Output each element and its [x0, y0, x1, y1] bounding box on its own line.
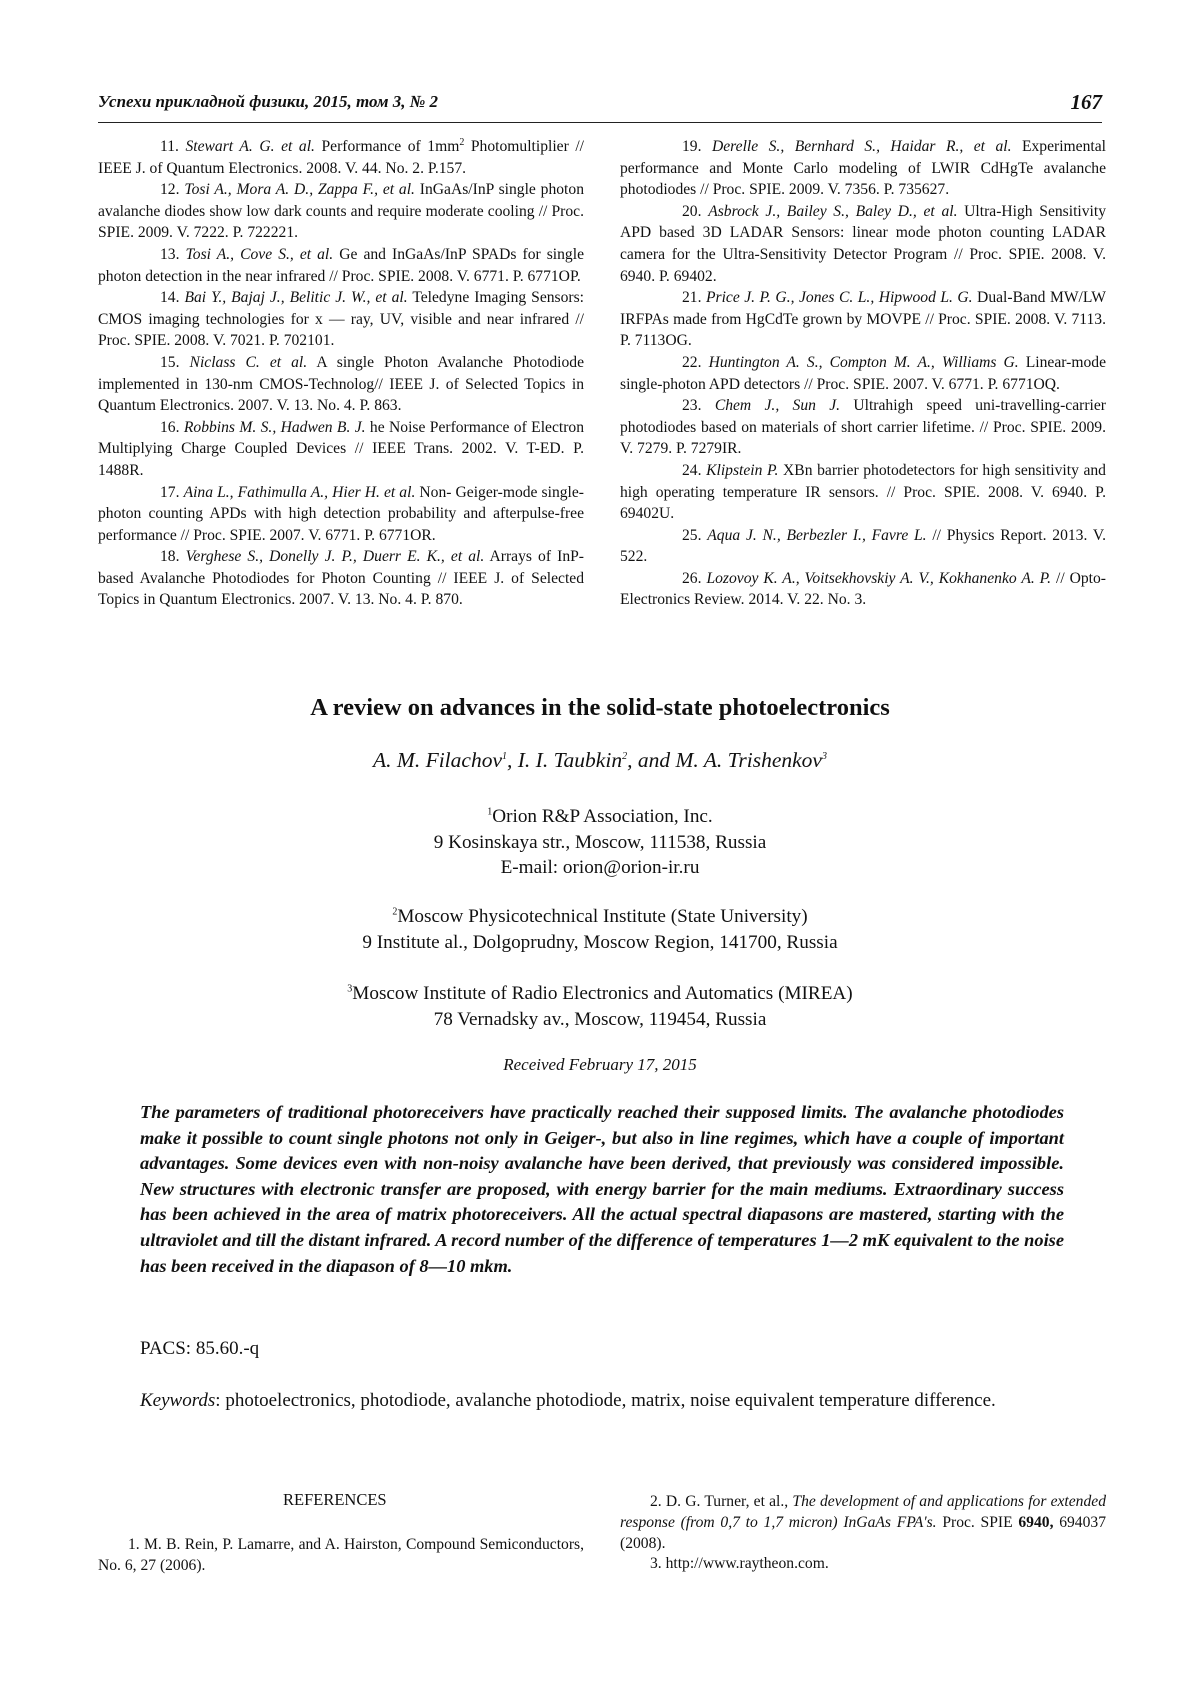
reference-item: 16. Robbins M. S., Hadwen B. J. he Noise Performance of Electron Multiplying Charge Coupled Devices // IEEE Trans. 2002. V. T-ED. P. 1488R.	[98, 418, 584, 479]
affiliation-1: $^1$Orion R&P Association, Inc. 9 Kosinskaya str., Moscow, 111538, Russia E-mail: orion@orion-ir.ru	[0, 804, 1200, 881]
reference-item: 13. Tosi A., Cove S., et al. Ge and InGaAs/InP SPADs for single photon detection in the near infrared // Proc. SPIE. 2008. V. 6771. P. 6771OP.	[98, 245, 584, 285]
references-column-left	[98, 136, 584, 611]
reference-item: 15. Niclass C. et al. A single Photon Avalanche Photodiode implemented in 130-nm CMOS-Technolog// IEEE J. of Selected Topics in Quantum Electronics. 2007. V. 13. No. 4. P. 863.	[98, 353, 584, 415]
keywords: Keywords: photoelectronics, photodiode, avalanche photodiode, matrix, noise equivalent temperature difference.	[140, 1390, 996, 1411]
reference-item: 3. http://www.raytheon.com.	[650, 1555, 829, 1573]
reference-item: 18. Verghese S., Donelly J. P., Duerr E. K., et al. Arrays of InP-based Avalanche Photodiodes for Photon Counting // IEEE J. of Selected Topics in Quantum Electronics. 2007. V. 13. No. 4. P. 870.	[98, 548, 585, 609]
reference-item: 19. Derelle S., Bernhard S., Haidar R., et al. Experimental performance and Monte Carlo modeling of LWIR CdHgTe avalanche photodiodes // Proc. SPIE. 2009. V. 7356. P. 735627.	[620, 138, 1106, 199]
reference-item: 20. Asbrock J., Bailey S., Baley D., et al. Ultra-High Sensitivity APD based 3D LADAR Sensors: linear mode photon counting LADAR camera for the Ultra-Sensitivity Detector Program // Proc. SPIE. 2008. V. 6940. P. 69402.	[620, 202, 1106, 285]
received-date: Received February 17, 2015	[503, 1055, 697, 1074]
article-title: A review on advances in the solid-state photoelectronics	[310, 694, 890, 721]
reference-item: 26. Lozovoy K. A., Voitsekhovskiy A. V., Kokhanenko A. P. // Opto-Electronics Review. 2014. V. 22. No. 3.	[620, 569, 1107, 609]
reference-item: 12. Tosi A., Mora A. D., Zappa F., et al. InGaAs/InP single photon avalanche diodes show low dark counts and require moderate cooling // Proc. SPIE. 2009. V. 7222. P. 722221.	[98, 181, 584, 242]
references-bottom-right	[620, 1492, 1106, 1575]
affiliation-3: $^3$Moscow Institute of Radio Electronics and Automatics (MIREA) 78 Vernadsky av., Moscow, 119454, Russia	[347, 983, 853, 1030]
reference-item: 22. Huntington A. S., Compton M. A., Williams G. Linear-mode single-photon APD detectors // Proc. SPIE. 2007. V. 6771. P. 6771OQ.	[620, 353, 1106, 393]
reference-item: 17. Aina L., Fathimulla A., Hier H. et al. Non- Geiger-mode single-photon counting APDs with high detection probability and afterpulse-free performance // Proc. SPIE. 2007. V. 6771. P. 6771OR.	[98, 483, 584, 544]
references-heading: REFERENCES	[283, 1490, 387, 1509]
affiliation-2: $^2$Moscow Physicotechnical Institute (State University) 9 Institute al., Dolgoprudny, Moscow Region, 141700, Russia	[362, 906, 838, 953]
reference-item: 2. D. G. Turner, et al., The development of and applications for extended response (from 0,7 to 1,7 micron) InGaAs FPA's. Proc. SPIE 6940, 694037 (2008).	[620, 1493, 1106, 1552]
header-rule	[98, 122, 1102, 123]
reference-item: 11. Stewart A. G. et al. Performance of $1mm^2$ Photomultiplier // IEEE J. of Quantum Electronics. 2008. V. 44. No. 2. P.157.	[98, 136, 585, 177]
references-bottom-left	[98, 1535, 584, 1577]
author-name: I. I. Taubkin	[517, 748, 623, 772]
author-name: M. A. Trishenkov	[675, 748, 822, 772]
author-name: A. M. Filachov	[373, 748, 502, 772]
email: E-mail: orion@orion-ir.ru	[500, 857, 700, 878]
running-header	[98, 92, 1102, 120]
reference-item: 23. Chem J., Sun J. Ultrahigh speed uni-travelling-carrier photodiodes based on materials of short carrier lifetime. // Proc. SPIE. 2009. V. 7279. P. 7279IR.	[620, 397, 1106, 458]
reference-item: 25. Aqua J. N., Berbezler I., Favre L. // Physics Report. 2013. V. 522.	[620, 526, 1106, 566]
reference-item: 14. Bai Y., Bajaj J., Belitic J. W., et al. Teledyne Imaging Sensors: CMOS imaging technologies for x — ray, UV, visible and near infrared // Proc. SPIE. 2008. V. 7021. P. 702101.	[98, 289, 585, 350]
reference-item: 24. Klipstein P. XBn barrier photodetectors for high sensitivity and high operating temperature IR sensors. // Proc. SPIE. 2008. V. 6940. P. 69402U.	[620, 461, 1106, 523]
pacs-code: PACS: 85.60.-q	[140, 1338, 260, 1359]
journal-name: Успехи прикладной физики, 2015, том 3, № 2	[98, 92, 439, 111]
abstract: The parameters of traditional photoreceivers have practically reached their supposed limits. The avalanche photodiodes make it possible to count single photons not only in Geiger-, but also in line regimes, which have a couple of important advantages. Some devices even with non-noisy avalanche have been derived, that previously was considered impossible. New structures with electronic transfer are proposed, with energy barrier for the main mediums. Extraordinary success has been achieved in the area of matrix photoreceivers. All the actual spectral diapasons are mastered, starting with the ultraviolet and till the distant infrared. A record number of the difference of temperatures 1—2 mK equivalent to the noise has been received in the diapason of 8—10 mkm.	[140, 1102, 1064, 1276]
references-column-right	[620, 136, 1106, 611]
reference-item: 21. Price J. P. G., Jones C. L., Hipwood L. G. Dual-Band MW/LW IRFPAs made from HgCdTe grown by MOVPE // Proc. SPIE. 2008. V. 7113. P. 7113OG.	[620, 289, 1106, 350]
author-line: A. M. Filachov$^1$, I. I. Taubkin$^2$, and M. A. Trishenkov$^3$	[373, 748, 827, 772]
reference-item: 1. M. B. Rein, P. Lamarre, and A. Hairston, Compound Semiconductors, No. 6, 27 (2006).	[98, 1536, 584, 1574]
page-number: 167	[1070, 90, 1102, 114]
